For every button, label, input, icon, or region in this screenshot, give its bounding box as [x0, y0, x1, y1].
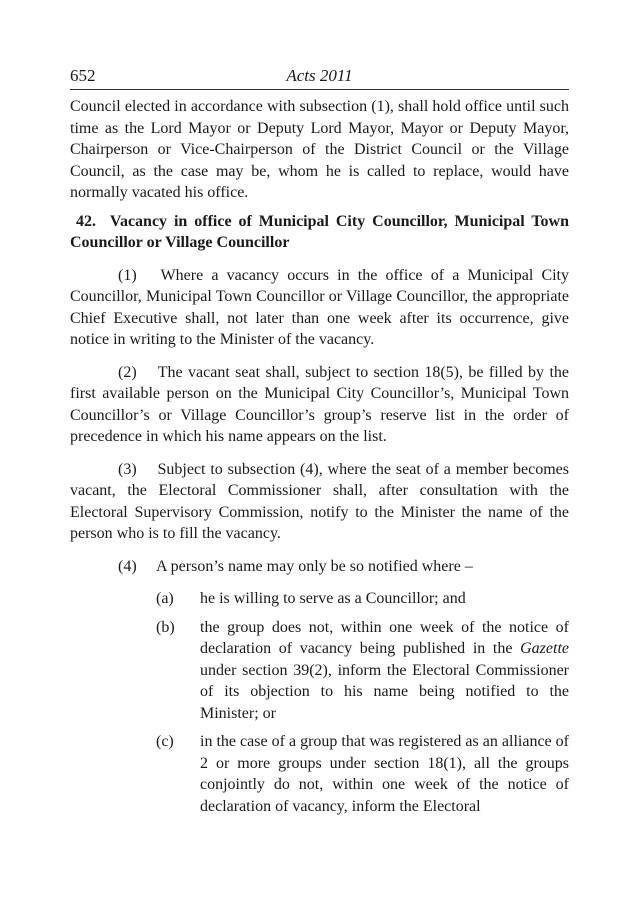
page-body	[70, 96, 569, 817]
subsection-3: (3) Subject to subsection (4), where the seat of a member becomes vacant, the Electoral Commissioner shall, after consultation with the Electoral Supervisory Commission, notify to the Minister the name of the person who is to fill the vacancy.	[70, 460, 569, 542]
item-text: in the case of a group that was registered as an alliance of 2 or more groups under section 18(1), all the groups conjointly do not, within one week of the notice of declaration of vacancy, inform the Electoral	[200, 733, 569, 815]
running-header	[70, 66, 569, 88]
continuation-paragraph: Council elected in accordance with subsection (1), shall hold office until such time as the Lord Mayor or Deputy Lord Mayor, Mayor or Deputy Mayor, Chairperson or Vice-Chairperson of the District Council or the Village Council, as the case may be, whom he is called to replace, would have normally vacated his office.	[70, 98, 569, 201]
section-heading	[70, 211, 569, 254]
item-text	[200, 617, 569, 725]
item-label: (a)	[156, 590, 174, 607]
item-text: he is willing to serve as a Councillor; and	[200, 590, 466, 607]
item-label: (b)	[156, 618, 175, 636]
gazette-italic: Gazette	[520, 640, 569, 657]
page-number: 652	[70, 66, 96, 85]
subsection-4	[70, 556, 569, 578]
section-number: 42.	[76, 212, 96, 230]
item-text-part: under section 39(2), inform the Electoral Commissioner of its objection to his name being notified to the Minister; or	[200, 661, 569, 722]
section-title: Vacancy in office of Municipal City Councillor, Municipal Town Councillor or Village Councillor	[70, 212, 570, 251]
subsection-1: (1) Where a vacancy occurs in the office of a Municipal City Councillor, Municipal Town Councillor or Village Councillor, the appropriate Chief Executive shall, not later than one week after its occurrence, give notice in writing to the Minister of the vacancy.	[70, 266, 569, 348]
item-label: (c)	[156, 733, 174, 750]
subsection-2: (2) The vacant seat shall, subject to section 18(5), be filled by the first available person on the Municipal City Councillor’s, Municipal Town Councillor’s or Village Councillor’s group’s reserve list in the order of precedence in which his name appears on the list.	[70, 363, 569, 445]
subsection-4-lead: A person’s name may only be so notified where –	[156, 557, 473, 575]
list-item-a	[156, 588, 569, 610]
list-item-b	[156, 617, 569, 725]
header-rule	[70, 89, 569, 90]
item-text-part: the group does not, within one week of the notice of declaration of vacancy being published in the	[200, 618, 569, 657]
header-title: Acts 2011	[286, 66, 353, 85]
subsection-4-number: (4)	[118, 557, 137, 575]
list-item-c	[156, 731, 569, 817]
